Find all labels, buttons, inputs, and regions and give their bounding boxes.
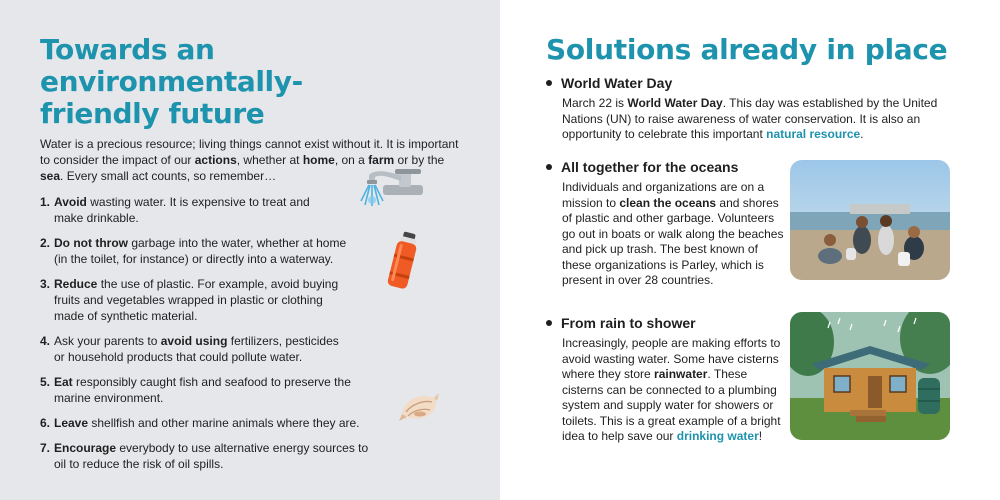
list-item: 5. Eat responsibly caught fish and seafood to preserve the marine environment. <box>40 375 351 405</box>
left-page-title <box>40 34 460 130</box>
bullet-dot-icon <box>546 320 552 326</box>
bullet-dot-icon <box>546 164 552 170</box>
list-item: 2. Do not throw garbage into the water, whether at home (in the toilet, for instance) or directly into a waterway. <box>40 236 347 266</box>
title-line-1: Towards an environmentally- <box>40 33 303 98</box>
list-item: 1. Avoid wasting water. It is expensive to treat and make drinkable. <box>40 195 310 225</box>
list-item: 7. Encourage everybody to use alternative energy sources to oil to reduce the risk of oil spills. <box>40 441 369 471</box>
section-body: Increasingly, people are making efforts to avoid wasting water. Some have cisterns where they store rainwater. These cisterns can be connected to a plumbing system and supply water for showers or toilets. This is a great example of a bright idea to help save our drinking water! <box>562 336 781 443</box>
oceans-section <box>546 158 784 289</box>
rain-to-shower-section <box>546 314 786 445</box>
bullet-dot-icon <box>546 80 552 86</box>
section-heading: From rain to shower <box>546 314 786 332</box>
section-heading: All together for the oceans <box>546 158 776 176</box>
seashell-icon <box>398 390 440 424</box>
water-bottle-icon <box>385 230 421 292</box>
right-page <box>500 0 1000 500</box>
faucet-icon <box>355 155 427 207</box>
intro-paragraph: Water is a precious resource; living things cannot exist without it. It is important to consider the impact of our actions, whether at home, on a farm or by the sea. Every small act counts, so remember… <box>40 137 459 183</box>
title-line-2: friendly future <box>40 97 265 130</box>
rainwater-house-illustration <box>790 312 950 440</box>
list-item: 6. Leave shellfish and other marine animals where they are. <box>40 416 360 430</box>
section-body: March 22 is World Water Day. This day was established by the United Nations (UN) to raise awareness of water conservation. It is also an opportunity to celebrate this important natural resource. <box>562 96 938 141</box>
list-item: 4. Ask your parents to avoid using fertilizers, pesticides or household products that could pollute water. <box>40 334 339 364</box>
list-item: 3. Reduce the use of plastic. For example, avoid buying fruits and vegetables wrapped in plastic or clothing made of synthetic material. <box>40 277 339 323</box>
beach-cleanup-photo <box>790 160 950 280</box>
section-body: Individuals and organizations are on a mission to clean the oceans and shores of plastic and other garbage. Volunteers go out in boats or walk along the beaches and pick up trash. The best known of these organizations is Parley, which is present in over 28 countries. <box>562 180 784 287</box>
section-heading: World Water Day <box>546 74 966 92</box>
world-water-day-section <box>546 74 966 143</box>
right-page-title: Solutions already in place <box>546 33 948 66</box>
